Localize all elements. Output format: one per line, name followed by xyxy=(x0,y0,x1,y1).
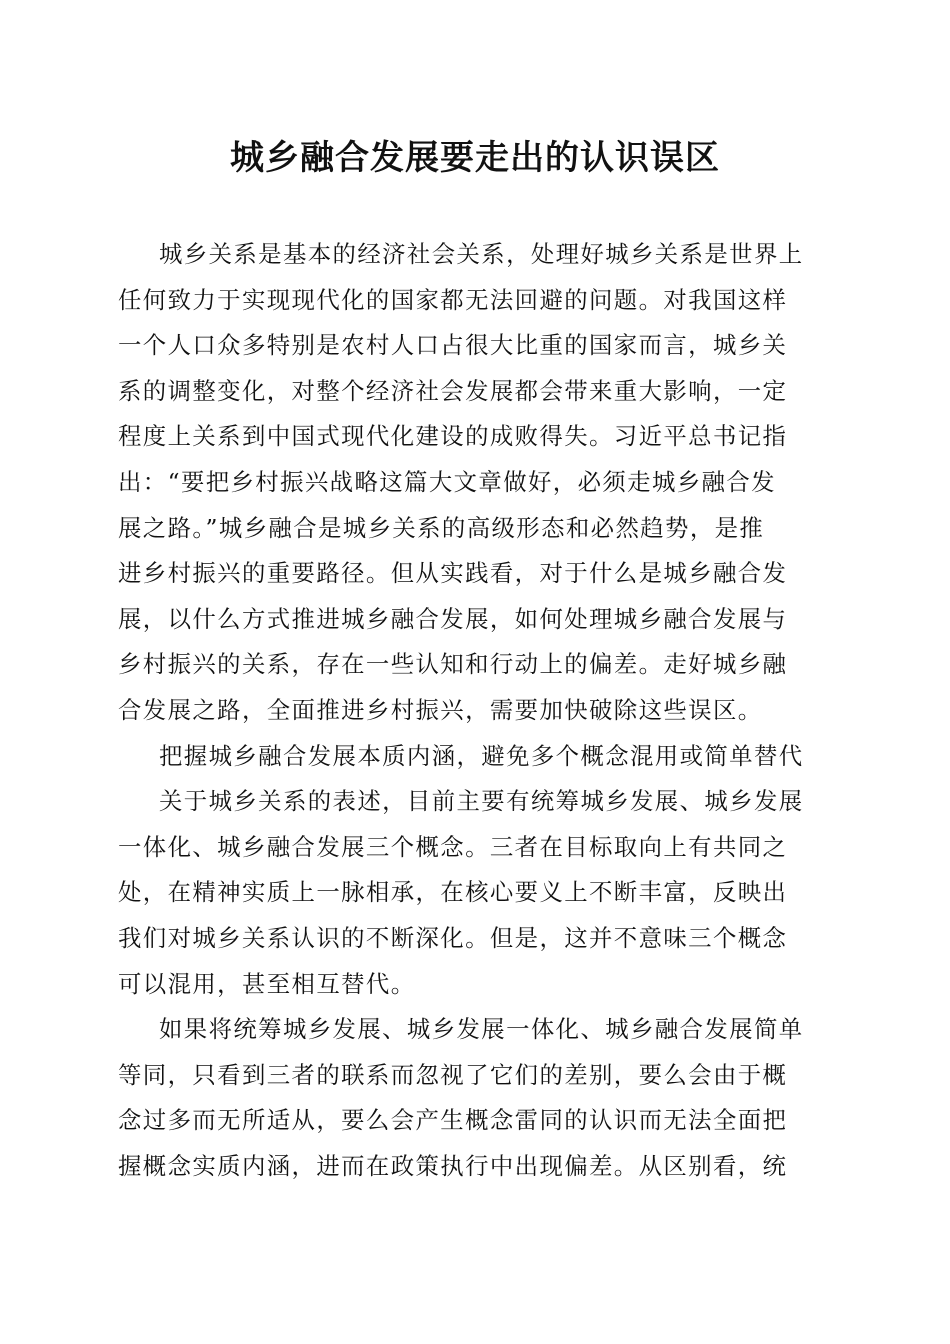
text-line: 乡村振兴的关系，存在一些认知和行动上的偏差。走好城乡融 xyxy=(118,650,788,679)
text-line: 我们对城乡关系认识的不断深化。但是，这并不意味三个概念 xyxy=(118,923,788,952)
document-title: 城乡融合发展要走出的认识误区 xyxy=(230,138,720,178)
text-line: 一体化、城乡融合发展三个概念。三者在目标取向上有共同之 xyxy=(118,832,788,861)
text-line: 关于城乡关系的表述，目前主要有统筹城乡发展、城乡发展 xyxy=(159,787,804,816)
text-line: 握概念实质内涵，进而在政策执行中出现偏差。从区别看，统 xyxy=(118,1151,788,1180)
text-line: 进乡村振兴的重要路径。但从实践看，对于什么是城乡融合发 xyxy=(118,559,788,588)
text-line: 念过多而无所适从，要么会产生概念雷同的认识而无法全面把 xyxy=(118,1106,788,1135)
section-heading: 把握城乡融合发展本质内涵，避免多个概念混用或简单替代 xyxy=(159,741,804,770)
text-line: 出：“要把乡村振兴战略这篇大文章做好，必须走城乡融合发 xyxy=(118,467,776,496)
text-line: 任何致力于实现现代化的国家都无法回避的问题。对我国这样 xyxy=(118,285,788,314)
text-line: 处，在精神实质上一脉相承，在核心要义上不断丰富，反映出 xyxy=(118,878,788,907)
document-body xyxy=(118,232,824,1189)
text-line: 可以混用，甚至相互替代。 xyxy=(118,969,416,998)
text-line: 程度上关系到中国式现代化建设的成败得失。习近平总书记指 xyxy=(118,422,788,451)
text-line: 展，以什么方式推进城乡融合发展，如何处理城乡融合发展与 xyxy=(118,604,788,633)
text-line: 展之路。”城乡融合是城乡关系的高级形态和必然趋势，是推 xyxy=(118,513,765,542)
text-line: 一个人口众多特别是农村人口占很大比重的国家而言，城乡关 xyxy=(118,331,788,360)
text-line: 系的调整变化，对整个经济社会发展都会带来重大影响，一定 xyxy=(118,376,788,405)
text-line: 如果将统筹城乡发展、城乡发展一体化、城乡融合发展简单 xyxy=(159,1015,804,1044)
text-line: 等同，只看到三者的联系而忽视了它们的差别，要么会由于概 xyxy=(118,1060,788,1089)
text-line: 合发展之路，全面推进乡村振兴，需要加快破除这些误区。 xyxy=(118,695,763,724)
text-line: 城乡关系是基本的经济社会关系，处理好城乡关系是世界上 xyxy=(159,240,804,268)
